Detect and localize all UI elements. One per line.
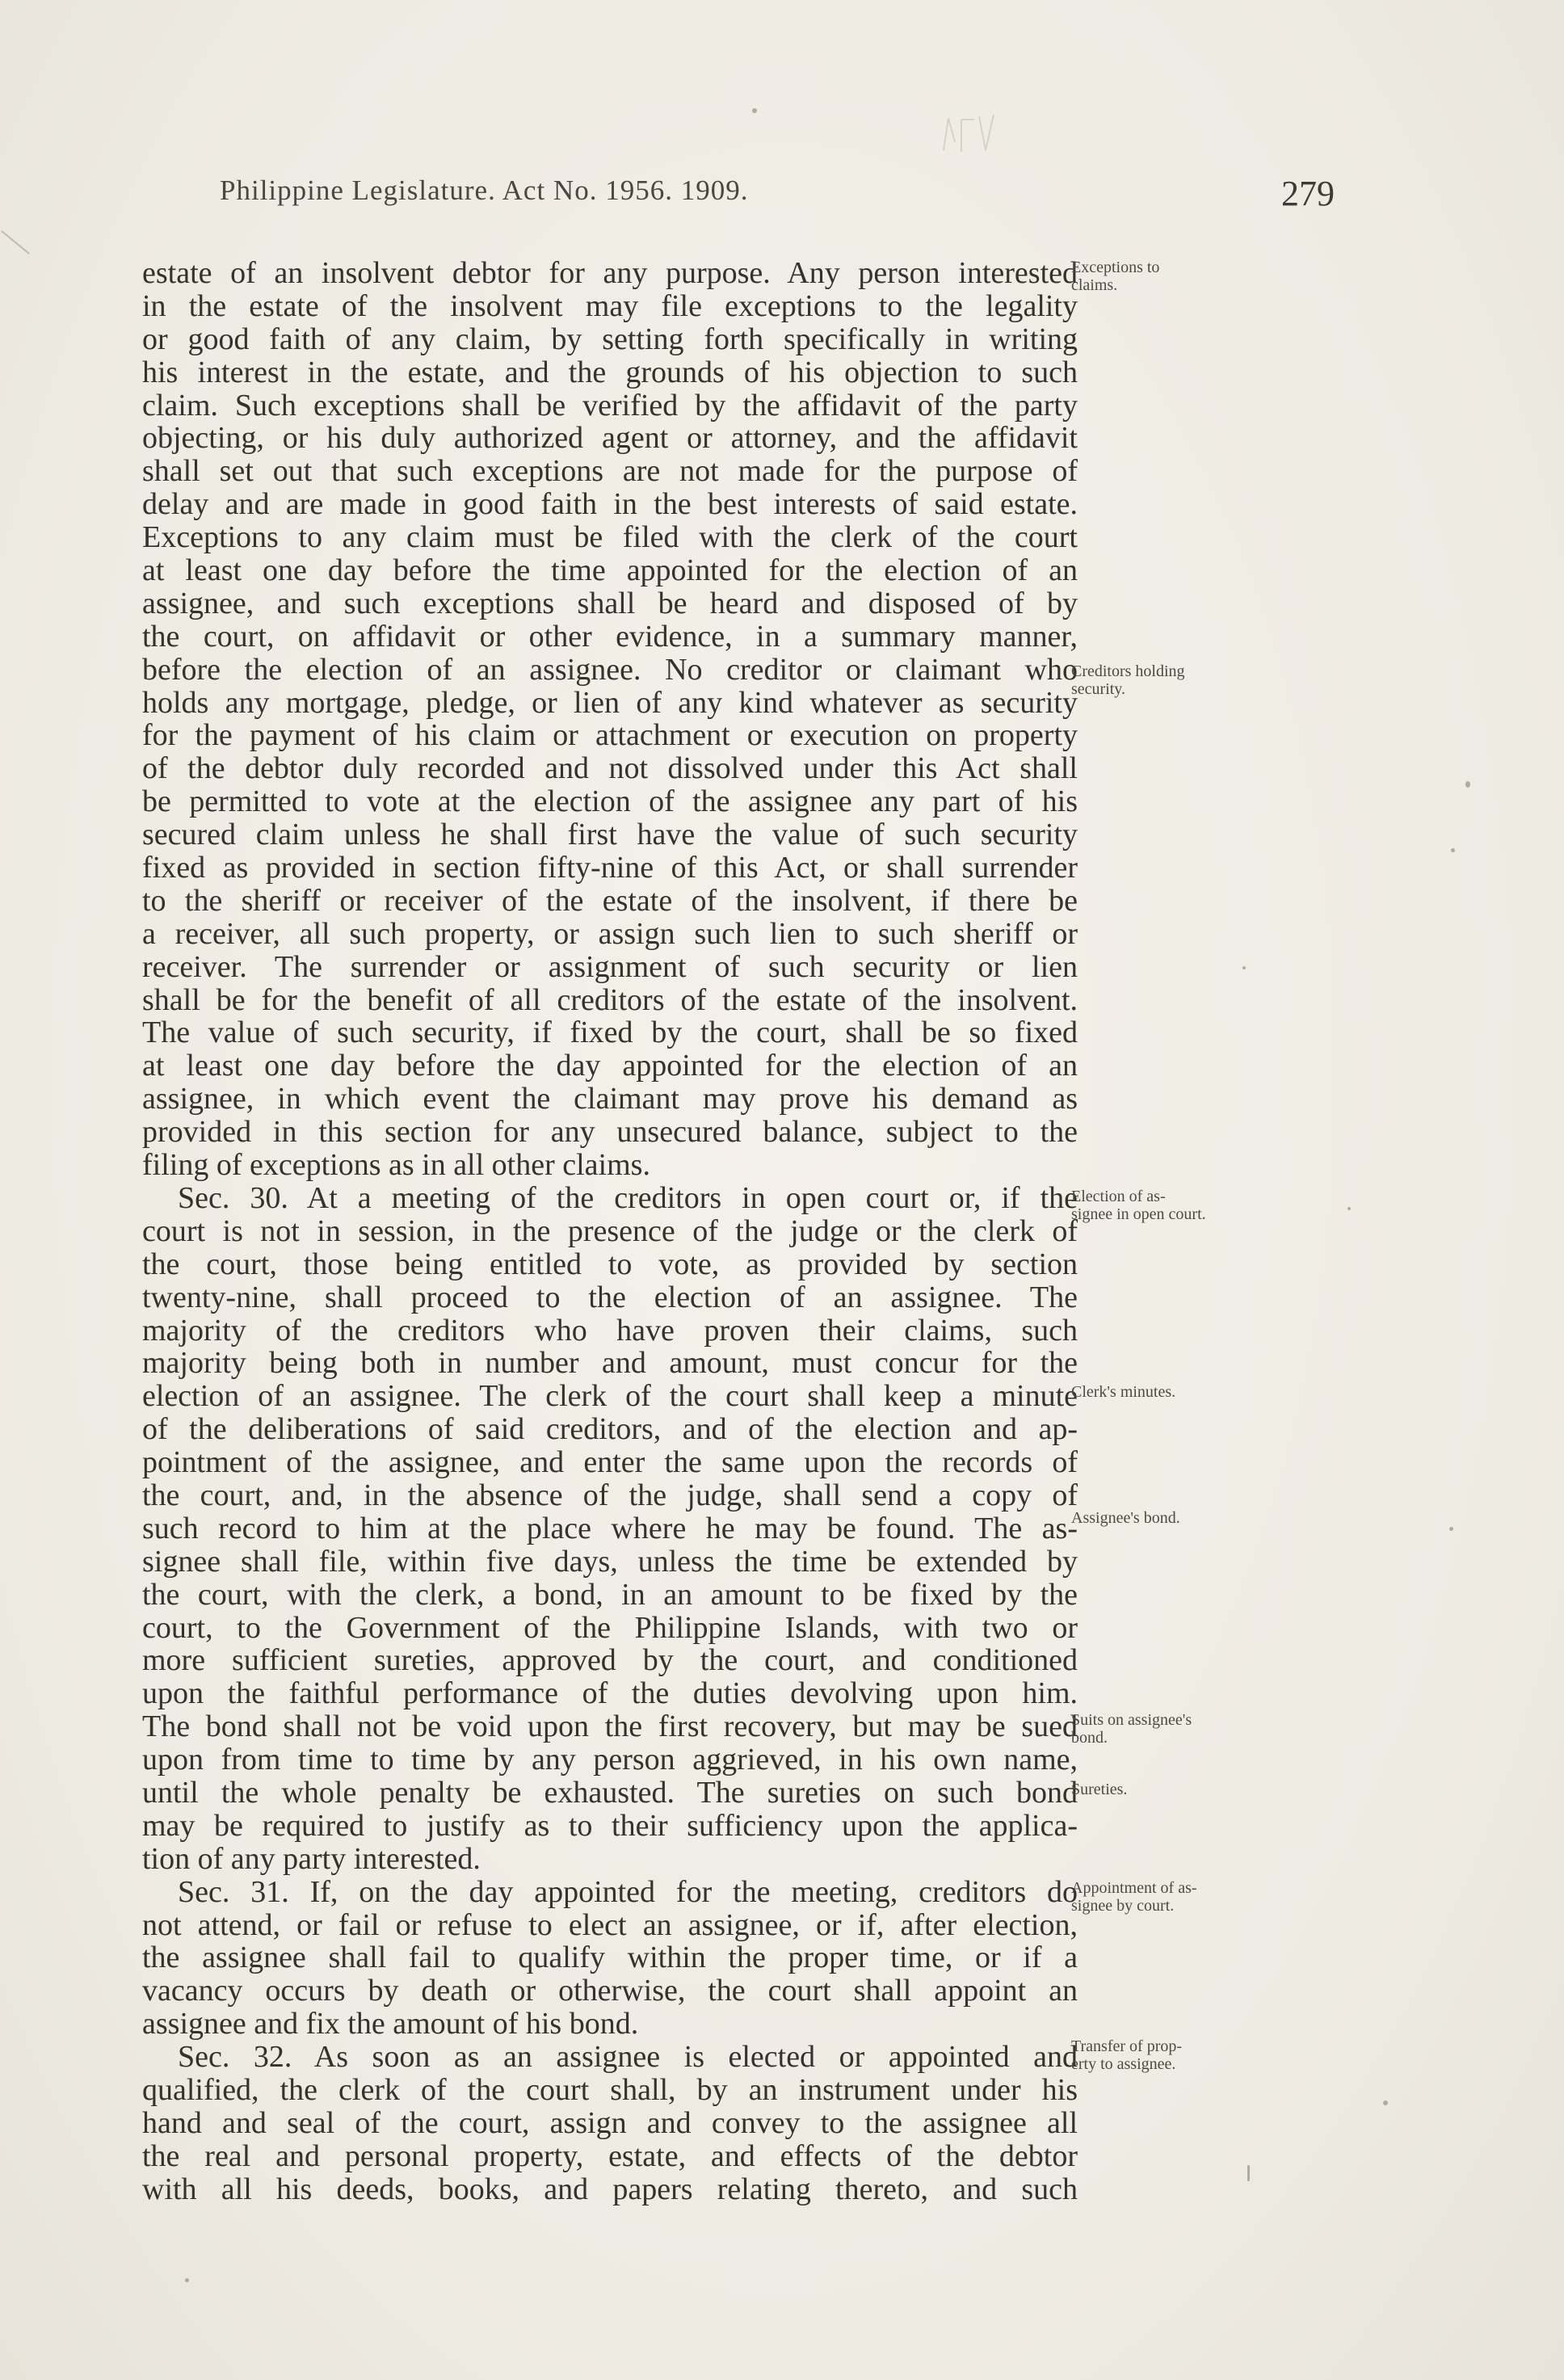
text-line: secured claim unless he shall first have the value of such security — [142, 818, 1078, 852]
paper-speck — [752, 108, 757, 113]
margin-note-line: Appointment of as- — [1071, 1879, 1197, 1897]
margin-note-line: claims. — [1071, 276, 1118, 294]
text-line: shall set out that such exceptions are not made for the purpose of — [142, 454, 1078, 489]
text-line: before the election of an assignee. No creditor or claimant who — [142, 652, 1078, 687]
text-line: to the sheriff or receiver of the estate of the insolvent, if there be — [142, 883, 1078, 918]
margin-note-line: Sureties. — [1071, 1781, 1128, 1798]
text-line: the court, on affidavit or other evidence, in a summary manner, — [142, 619, 1078, 654]
text-line: The bond shall not be void upon the first recovery, but may be sued — [142, 1709, 1078, 1744]
text-line: such record to him at the place where he may be found. The as- — [142, 1511, 1078, 1545]
text-line: vacancy occurs by death or otherwise, the court shall appoint an — [142, 1974, 1078, 2008]
text-line: election of an assignee. The clerk of the court shall keep a minute — [142, 1379, 1078, 1414]
margin-note-line: Election of as- — [1071, 1188, 1166, 1205]
text-line: receiver. The surrender or assignment of such security or lien — [142, 949, 1078, 984]
paper-speck — [1247, 2165, 1250, 2181]
text-line: majority being both in number and amount, must concur for the — [142, 1346, 1078, 1381]
margin-note-line: Transfer of prop- — [1071, 2037, 1183, 2055]
text-line: twenty-nine, shall proceed to the election of an assignee. The — [142, 1280, 1078, 1314]
margin-note-line: Creditors holding — [1071, 662, 1185, 680]
margin-note-assignees-bond — [1071, 1509, 1314, 1527]
margin-note-suits-on-assignees-bond — [1071, 1711, 1314, 1747]
text-line: the assignee shall fail to qualify within the proper time, or if a — [142, 1941, 1078, 1975]
margin-note-line: signee by court. — [1071, 1897, 1175, 1915]
pencil-mark-icon — [937, 110, 1002, 158]
paper-speck — [185, 2278, 189, 2282]
text-line: holds any mortgage, pledge, or lien of any kind whatever as security — [142, 685, 1078, 720]
paper-speck — [1465, 781, 1470, 788]
margin-note-line: signee in open court. — [1071, 1205, 1206, 1223]
text-line: the court, and, in the absence of the judge, shall send a copy of — [142, 1478, 1078, 1512]
fold-mark-icon — [0, 228, 32, 260]
text-line: Sec. 30. At a meeting of the creditors in open court or, if the — [178, 1180, 1078, 1215]
text-line: filing of exceptions as in all other claims. — [142, 1148, 650, 1183]
text-line: provided in this section for any unsecured balance, subject to the — [142, 1115, 1078, 1150]
text-line: with all his deeds, books, and papers relating thereto, and such — [142, 2172, 1078, 2206]
text-line: until the whole penalty be exhausted. The sureties on such bond — [142, 1775, 1078, 1810]
text-line: court is not in session, in the presence of the judge or the clerk of — [142, 1213, 1078, 1248]
text-line: estate of an insolvent debtor for any purpose. Any person interested — [142, 256, 1078, 290]
margin-note-line: bond. — [1071, 1729, 1108, 1747]
text-line: qualified, the clerk of the court shall, by an instrument under his — [142, 2072, 1078, 2107]
text-line: fixed as provided in section fifty-nine of this Act, or shall surrender — [142, 851, 1078, 885]
text-line: Sec. 32. As soon as an assignee is elected or appointed and — [178, 2040, 1078, 2075]
text-line: majority of the creditors who have proven their claims, such — [142, 1313, 1078, 1348]
text-line: objecting, or his duly authorized agent or attorney, and the affidavit — [142, 421, 1078, 456]
margin-note-line: Suits on assignee's — [1071, 1711, 1192, 1729]
text-line: of the deliberations of said creditors, and of the election and ap- — [142, 1412, 1078, 1447]
margin-note-exceptions-to-claims — [1071, 259, 1314, 294]
margin-note-line: Clerk's minutes. — [1071, 1383, 1176, 1401]
text-line: upon the faithful performance of the duties devolving upon him. — [142, 1676, 1078, 1711]
paper-speck — [1242, 966, 1246, 969]
margin-note-election-of-assignee — [1071, 1188, 1314, 1223]
text-line: Sec. 31. If, on the day appointed for the meeting, creditors do — [178, 1874, 1078, 1909]
text-line: pointment of the assignee, and enter the same upon the records of — [142, 1445, 1078, 1480]
text-line: claim. Such exceptions shall be verified by the affidavit of the party — [142, 388, 1078, 423]
text-line: the court, with the clerk, a bond, in an amount to be fixed by the — [142, 1577, 1078, 1612]
text-line: upon from time to time by any person aggrieved, in his own name, — [142, 1743, 1078, 1777]
paper-speck — [1451, 848, 1455, 852]
text-line: shall be for the benefit of all creditors of the estate of the insolvent. — [142, 982, 1078, 1017]
text-line: Exceptions to any claim must be filed with the clerk of the court — [142, 520, 1078, 555]
text-line: assignee, and such exceptions shall be heard and disposed of by — [142, 586, 1078, 620]
body-text — [142, 257, 1078, 2206]
text-line: signee shall file, within five days, unless the time be extended by — [142, 1544, 1078, 1579]
paper-speck — [1449, 1527, 1453, 1531]
text-line: may be required to justify as to their sufficiency upon the applica- — [142, 1808, 1078, 1843]
text-line: not attend, or fail or refuse to elect an assignee, or if, after election, — [142, 1907, 1078, 1942]
page-number: 279 — [1281, 174, 1335, 213]
text-line: more sufficient sureties, approved by the court, and conditioned — [142, 1643, 1078, 1678]
margin-note-sureties — [1071, 1781, 1314, 1798]
header-title: Philippine Legislature. Act No. 1956. 1909. — [220, 175, 749, 206]
text-line: his interest in the estate, and the grounds of his objection to such — [142, 355, 1078, 389]
text-line: The value of such security, if fixed by the court, shall be so fixed — [142, 1015, 1078, 1050]
text-line: tion of any party interested. — [142, 1841, 481, 1876]
text-line: delay and are made in good faith in the best interests of said estate. — [142, 487, 1078, 522]
text-line: in the estate of the insolvent may file exceptions to the legality — [142, 288, 1078, 323]
margin-note-appointment-by-court — [1071, 1879, 1314, 1915]
text-line: for the payment of his claim or attachment or execution on property — [142, 718, 1078, 753]
paper-speck — [1383, 2100, 1388, 2105]
margin-note-line: Exceptions to — [1071, 259, 1160, 276]
text-line: at least one day before the time appointed for the election of an — [142, 553, 1078, 588]
text-line: court, to the Government of the Philippine Islands, with two or — [142, 1610, 1078, 1645]
margin-note-line: Assignee's bond. — [1071, 1509, 1180, 1527]
text-line: of the debtor duly recorded and not dissolved under this Act shall — [142, 751, 1078, 786]
text-line: the real and personal property, estate, and effects of the debtor — [142, 2138, 1078, 2173]
text-line: be permitted to vote at the election of the assignee any part of his — [142, 784, 1078, 819]
running-header — [220, 175, 1335, 220]
margin-note-creditors-holding-security — [1071, 662, 1314, 698]
text-line: hand and seal of the court, assign and convey to the assignee all — [142, 2105, 1078, 2140]
text-line: assignee and fix the amount of his bond. — [142, 2007, 639, 2042]
text-line: a receiver, all such property, or assign such lien to such sheriff or — [142, 916, 1078, 951]
text-line: or good faith of any claim, by setting forth specifically in writing — [142, 322, 1078, 356]
text-line: at least one day before the day appointed for the election of an — [142, 1049, 1078, 1083]
paper-speck — [1347, 1207, 1351, 1210]
margin-note-clerks-minutes — [1071, 1383, 1314, 1401]
text-line: assignee, in which event the claimant may prove his demand as — [142, 1082, 1078, 1116]
text-line: the court, those being entitled to vote, as provided by section — [142, 1247, 1078, 1281]
margin-note-line: erty to assignee. — [1071, 2055, 1176, 2073]
margin-note-transfer-of-property — [1071, 2037, 1314, 2073]
margin-note-line: security. — [1071, 680, 1126, 698]
